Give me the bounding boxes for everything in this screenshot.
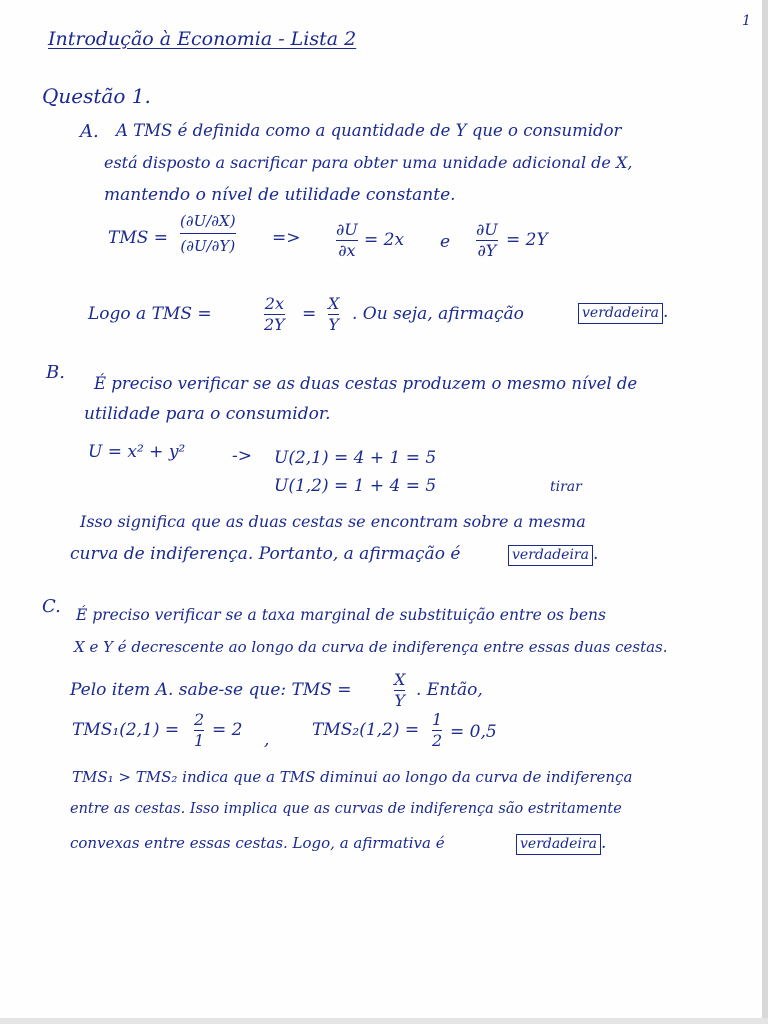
tms1-fraction xyxy=(194,712,204,749)
item-b-answer: verdadeira xyxy=(508,545,593,566)
item-a-line-2: está disposto a sacrificar para obter uma unidade adicional de X, xyxy=(104,153,633,172)
tms1-label: TMS₁(2,1) = xyxy=(72,720,180,740)
tms-fraction xyxy=(180,212,236,255)
item-c-line-3b: . Então, xyxy=(416,680,483,700)
du-dy-denominator: ∂Y xyxy=(477,241,497,260)
tms-separator-comma: , xyxy=(264,730,270,750)
conjunction-e: e xyxy=(440,232,451,252)
implies-arrow: => xyxy=(272,228,301,248)
utility-basket-1: U(2,1) = 4 + 1 = 5 xyxy=(274,448,437,468)
du-dx-value: = 2x xyxy=(364,230,405,250)
scan-bottom-edge xyxy=(0,1018,768,1024)
item-c-answer: verdadeira xyxy=(516,834,601,855)
du-dx-numerator: ∂U xyxy=(336,220,358,239)
frac1-numerator: 2x xyxy=(264,294,284,313)
utility-arrow: -> xyxy=(232,446,252,466)
utility-basket-2: U(1,2) = 1 + 4 = 5 xyxy=(274,476,437,496)
logo-tms-label: Logo a TMS = xyxy=(88,304,212,324)
du-dx-fraction xyxy=(336,222,358,259)
item-c-marker: C. xyxy=(42,596,61,617)
tms-denominator: (∂U/∂Y) xyxy=(180,237,236,255)
item-a-line-3: mantendo o nível de utilidade constante. xyxy=(104,185,456,205)
item-c-line-1: É preciso verificar se a taxa marginal de substituição entre os bens xyxy=(76,606,606,624)
item-a-conclusion: . Ou seja, afirmação xyxy=(352,304,524,324)
item-c-frac-denominator: Y xyxy=(394,691,405,710)
item-c-line-6: convexas entre essas cestas. Logo, a afirmativa é xyxy=(70,834,445,852)
du-dy-fraction xyxy=(476,222,498,259)
item-a-answer-box: verdadeira . xyxy=(578,303,668,324)
du-dy-numerator: ∂U xyxy=(476,220,498,239)
tms2-numerator: 1 xyxy=(432,710,443,729)
item-b-marker: B. xyxy=(46,362,65,383)
question-label: Questão 1. xyxy=(42,84,151,108)
item-b-answer-box: verdadeira . xyxy=(508,545,598,566)
frac2-denominator: Y xyxy=(328,315,339,334)
margin-annotation: tirar xyxy=(550,479,582,495)
item-c-frac-numerator: X xyxy=(394,670,406,689)
tms1-numerator: 2 xyxy=(194,710,205,729)
item-c-line-2: X e Y é decrescente ao longo da curva de indiferença entre essas duas cestas. xyxy=(74,638,668,656)
tms2-fraction xyxy=(432,712,442,749)
tms-label: TMS = xyxy=(108,228,169,248)
tms2-label: TMS₂(1,2) = xyxy=(312,720,420,740)
page-number: 1 xyxy=(742,13,751,29)
frac2-numerator: X xyxy=(328,294,340,313)
utility-function: U = x² + y² xyxy=(88,442,186,462)
tms-numerator: (∂U/∂X) xyxy=(180,212,236,230)
tms1-denominator: 1 xyxy=(194,731,205,750)
item-b-line-3: Isso significa que as duas cestas se encontram sobre a mesma xyxy=(80,512,586,531)
item-c-tms-fraction xyxy=(394,672,405,709)
item-a-marker: A. xyxy=(80,121,99,142)
item-c-line-3a: Pelo item A. sabe-se que: TMS = xyxy=(70,680,352,700)
tms1-value: = 2 xyxy=(212,720,243,740)
item-a-line-1: A TMS é definida como a quantidade de Y que o consumidor xyxy=(116,121,622,140)
item-b-line-4: curva de indiferença. Portanto, a afirmação é xyxy=(70,544,461,564)
du-dy-value: = 2Y xyxy=(506,230,548,250)
tms-2x-2y-fraction xyxy=(264,296,285,333)
du-dx-denominator: ∂x xyxy=(338,241,356,260)
tms2-value: = 0,5 xyxy=(450,722,497,742)
tms-x-y-fraction xyxy=(328,296,339,333)
tms2-denominator: 2 xyxy=(432,731,443,750)
equals-sign: = xyxy=(302,304,317,324)
item-a-answer: verdadeira xyxy=(578,303,663,324)
item-b-line-1: É preciso verificar se as duas cestas produzem o mesmo nível de xyxy=(94,374,638,393)
scan-right-edge xyxy=(762,0,768,1024)
item-c-answer-box: verdadeira . xyxy=(516,834,606,855)
item-c-line-4: TMS₁ > TMS₂ indica que a TMS diminui ao longo da curva de indiferença xyxy=(72,768,633,786)
frac1-denominator: 2Y xyxy=(264,315,285,334)
page-title: Introdução à Economia - Lista 2 xyxy=(48,28,357,50)
item-c-line-5: entre as cestas. Isso implica que as curvas de indiferença são estritamente xyxy=(70,801,622,817)
item-b-line-2: utilidade para o consumidor. xyxy=(84,404,331,424)
